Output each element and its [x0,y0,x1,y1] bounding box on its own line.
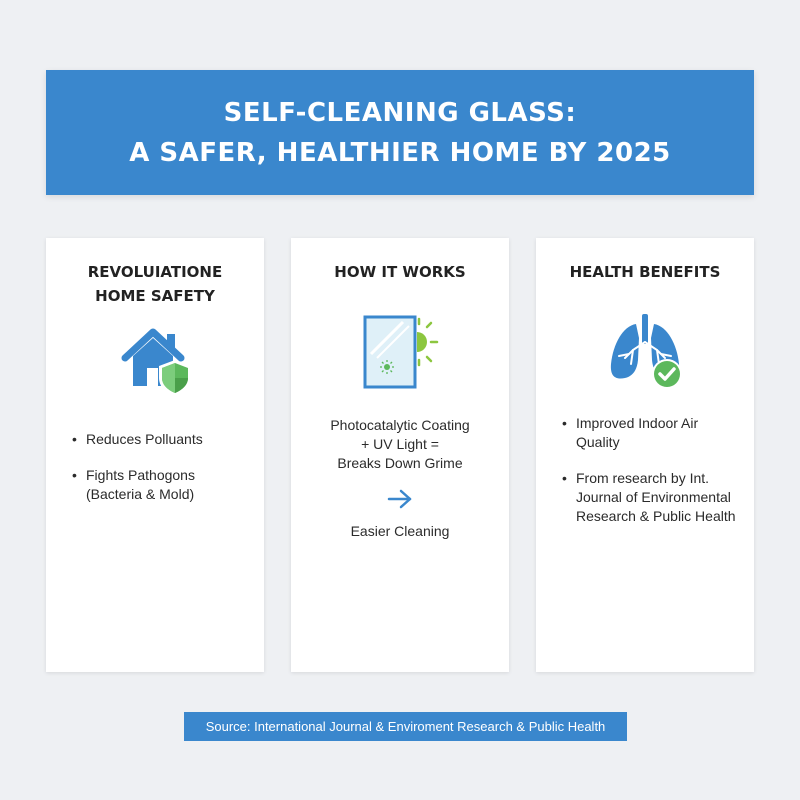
house-shield-icon [115,324,195,401]
list-item: • Reduces Polluants [72,430,250,449]
card-title [291,260,509,284]
bullet-list [562,414,740,543]
list-item: • From research by Int. Journal of Environmental Research & Public Health [562,469,740,526]
how-it-works-description [291,416,509,473]
description-line: Breaks Down Grime [337,455,463,471]
source-citation: Source: International Journal & Enviroment Research & Public Health [184,712,627,741]
result-text: Easier Cleaning [350,523,450,539]
bullet-list [72,430,250,521]
card-title-line: REVOLUIATIONE [87,263,223,281]
banner-title-line-1: SELF-CLEANING GLASS: [223,97,577,128]
description-line: + UV Light = [361,436,439,452]
title-banner [46,70,754,195]
card-title [536,260,754,284]
list-item: • Improved Indoor Air Quality [562,414,740,452]
card-title-line: HOW IT WORKS [334,263,466,281]
lungs-check-icon [603,312,687,397]
glass-pane-sun-icon [357,314,443,395]
card-title-line: HOME SAFETY [95,287,215,305]
card-title [46,260,264,308]
card-title-line: HEALTH BENEFITS [569,263,721,281]
banner-title-line-2: A SAFER, HEALTHIER HOME BY 2025 [129,137,671,168]
arrow-right-icon [386,488,414,515]
card-health-benefits [536,238,754,672]
list-item: • Fights Pathogons (Bacteria & Mold) [72,466,250,504]
description-line: Photocatalytic Coating [330,417,470,433]
card-home-safety [46,238,264,672]
card-how-it-works [291,238,509,672]
